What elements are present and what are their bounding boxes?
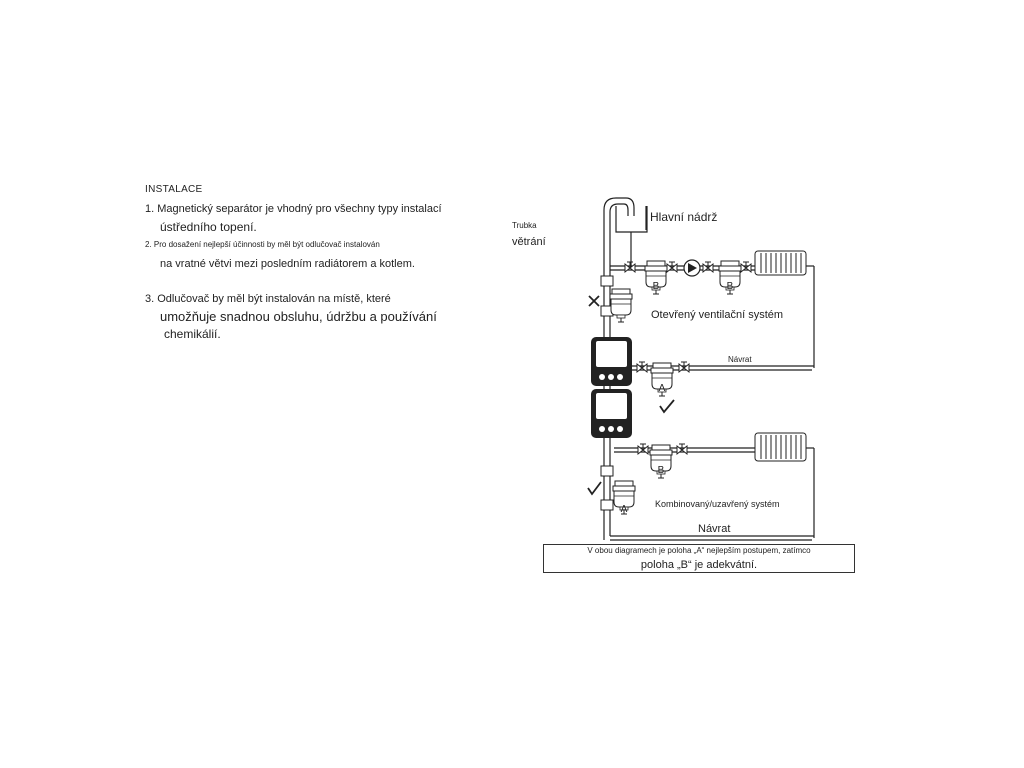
vent-pipe-label-line-2: větrání: [512, 236, 546, 248]
vent-pipe-label-line-1: Trubka: [512, 221, 537, 230]
vertical-valve-bottom: [601, 466, 613, 510]
return-label-top: Návrat: [728, 355, 752, 364]
position-b-label: B: [652, 281, 660, 292]
radiator-bottom: [755, 433, 806, 461]
separator-vertical-top: [610, 289, 632, 322]
instructions-heading: INSTALACE: [145, 184, 203, 195]
pump-icon: [684, 260, 700, 276]
return-label-bottom: Návrat: [698, 523, 731, 535]
cross-icon: [589, 296, 599, 306]
boiler-top: [591, 337, 632, 386]
position-b-label: B: [657, 465, 665, 476]
instruction-1-line-1: 1. Magnetický separátor je vhodný pro všechny typy instalací: [145, 203, 442, 215]
instruction-3-line-2: umožňuje snadnou obsluhu, údržbu a používání: [160, 309, 437, 324]
main-tank: [616, 206, 647, 268]
note-line-2: poloha „B“ je adekvátní.: [640, 559, 758, 571]
radiator-top: [755, 251, 806, 275]
instruction-2-line-1: 2. Pro dosažení nejlepší účinnosti by měl být odlučovač instalován: [145, 240, 380, 249]
position-a-label: A: [620, 504, 628, 515]
check-icon: [588, 482, 601, 494]
closed-system-label: Kombinovaný/uzavřený systém: [655, 499, 780, 509]
instruction-2-line-2: na vratné větvi mezi posledním radiátorem a kotlem.: [160, 258, 415, 270]
main-tank-label: Hlavní nádrž: [650, 210, 718, 224]
boiler-bottom: [591, 389, 632, 438]
check-icon: [660, 400, 674, 412]
note-line-1: V obou diagramech je poloha „A“ nejlepším postupem, zatímco: [587, 546, 811, 555]
instruction-3-line-3: chemikálií.: [164, 327, 221, 341]
instruction-3-line-1: 3. Odlučovač by měl být instalován na místě, které: [145, 293, 391, 305]
instruction-1-line-2: ústředního topení.: [160, 220, 257, 234]
open-system-label: Otevřený ventilační systém: [651, 309, 784, 321]
position-a-label: A: [658, 383, 666, 394]
position-b-label: B: [726, 281, 734, 292]
